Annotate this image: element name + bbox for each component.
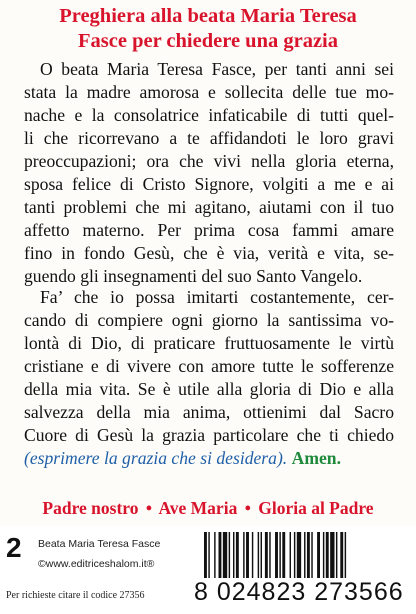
prayer-title — [0, 4, 416, 54]
barcode-bar — [265, 532, 268, 578]
note-line — [24, 447, 394, 470]
bullet-separator: • — [145, 498, 153, 518]
barcode-digits: 8 024823 273566 — [194, 578, 404, 606]
card-footer — [0, 526, 416, 614]
barcode-bar — [275, 532, 278, 578]
barcode-bar — [323, 532, 324, 578]
title-line-2: Fasce per chiedere una grazia — [78, 30, 338, 52]
barcode-bar — [252, 532, 253, 578]
text-line: Fa’ che io possa imitarti costantemente, cer- — [40, 287, 394, 307]
text-line: fino in fondo Gesù, che è via, verità e vita, se- — [24, 243, 394, 263]
barcode-bar — [219, 532, 222, 578]
text-line: O beata Maria Teresa Fasce, per tanti anni sei — [40, 59, 394, 79]
text-line: Cuore di Gesù la grazia particolare che ti chiedo — [24, 425, 394, 445]
barcode-bar — [269, 532, 270, 578]
page-number: 2 — [6, 532, 22, 563]
text-line: nache e la consolatrice infaticabile di tutti quel- — [24, 105, 394, 125]
barcode-bar — [304, 532, 305, 578]
text-line: affetto materno. Per prima cosa fammi amare — [24, 220, 394, 240]
barcode-bar — [243, 532, 244, 578]
barcode-bar — [233, 532, 234, 578]
barcode-bar — [208, 532, 209, 578]
closing-item: Ave Maria — [158, 498, 238, 518]
barcode-bar — [229, 532, 230, 578]
barcode-bar — [307, 532, 310, 578]
barcode-bar — [290, 532, 291, 578]
barcode — [194, 530, 410, 610]
text-line: salvezza della mia anima, ottienimi dal Sacro — [24, 402, 394, 422]
text-line: tanti problemi che mi agitano, aiutami con il tuo — [24, 197, 394, 217]
text-line: li che ricorrevano a te affidandoti le loro gravi — [24, 128, 394, 148]
text-line: cando di compiere ogni giorno la santissima vo- — [24, 310, 394, 330]
publisher-website: ©www.editriceshalom.it® — [38, 558, 155, 570]
barcode-bar — [236, 532, 239, 578]
closing-item: Padre nostro — [42, 498, 139, 518]
prayer-paragraph-1 — [24, 58, 394, 288]
barcode-bar — [214, 532, 215, 578]
barcode-bar — [204, 532, 207, 578]
card-name: Beata Maria Teresa Fasce — [38, 538, 161, 550]
barcode-bar — [246, 532, 249, 578]
barcode-bars — [194, 530, 410, 580]
text-line: sposa felice di Cristo Signore, volgiti a me e ai — [24, 174, 394, 194]
barcode-bar — [340, 532, 343, 578]
text-line: cristiane e di vivere con amore tutte le sofferenze — [24, 356, 394, 376]
barcode-bar — [317, 532, 320, 578]
text-line: della mia vita. Se è utile alla gloria di Dio e alla — [24, 379, 394, 399]
barcode-bar — [336, 532, 337, 578]
text-line: preoccupazioni; ora che vivi nella gloria eterna, — [24, 151, 394, 171]
barcode-bar — [294, 532, 295, 578]
barcode-bar — [297, 532, 301, 578]
barcode-bar — [311, 532, 312, 578]
grace-request-note: (esprimere la grazia che si desidera). — [24, 448, 288, 468]
barcode-bar — [223, 532, 227, 578]
text-line: guendo gli insegnamenti del suo Santo Vangelo. — [24, 266, 363, 286]
barcode-bar — [326, 532, 329, 578]
text-line: lontà di Dio, di praticare fruttuosamente le virtù — [24, 333, 394, 353]
amen-text: Amen. — [291, 448, 341, 468]
bullet-separator: • — [244, 498, 251, 518]
barcode-bar — [279, 532, 280, 578]
text-line: stata la madre amorosa e sollecita delle tue mo- — [24, 82, 394, 102]
barcode-bar — [261, 532, 262, 578]
closing-prayers — [0, 497, 416, 519]
barcode-bar — [345, 532, 346, 578]
closing-item: Gloria al Padre — [258, 498, 374, 518]
barcode-bar — [330, 532, 334, 578]
barcode-bar — [282, 532, 285, 578]
title-line-1: Preghiera alla beata Maria Teresa — [59, 5, 357, 27]
order-code-note: Per richieste citare il codice 27356 — [6, 590, 145, 601]
barcode-bar — [258, 532, 259, 578]
prayer-paragraph-2 — [24, 286, 394, 470]
